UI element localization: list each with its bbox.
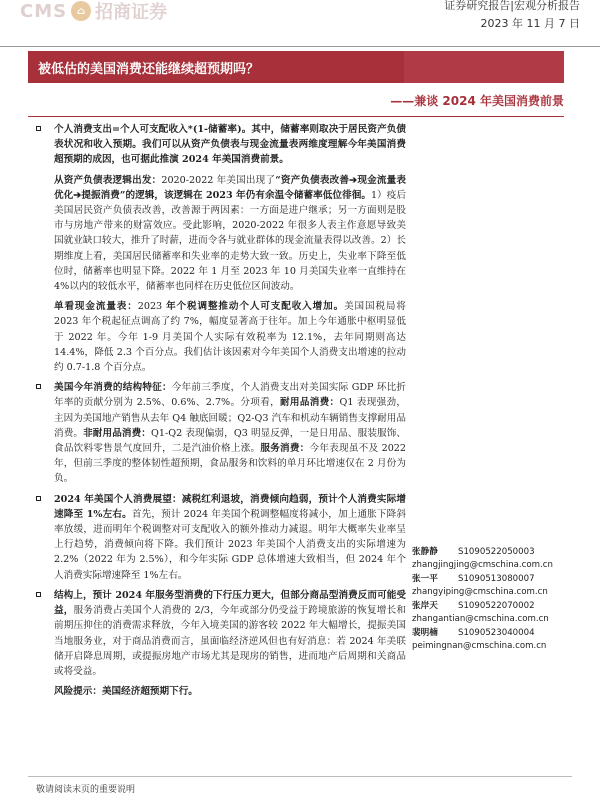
bold-text: 从资产负债表逻辑出发：: [54, 174, 162, 186]
bold-text: 单看现金流量表：: [54, 301, 138, 313]
bullet-square-icon: [36, 592, 41, 597]
body-text: 1）疫后美国居民资产负债表改善，改善源于两因素：一方面是进户继承；另一方面则是股市与房地产带来的财富效应。受此影响，2020-2022 年很多人表主作意愿导致美国就业缺口较大，推升了时薪，进而令各与就业群体的现金流量表得以改善。2）长期维度上看，美国居民储蓄率和失业率的走势大致一致。历史上，失业率下降至低位时，储蓄率也明显下降。2022 年 1 月至 2023 年 10 月美国失业率一直维持在 4%以内的较低水平，储蓄率也同样在历史低位区间波动。: [54, 189, 407, 293]
logo-badge-icon: ⌂: [71, 1, 91, 21]
bold-text: 非耐用品消费：: [83, 427, 151, 439]
footer-divider: [28, 776, 572, 777]
analyst-list: [412, 546, 572, 654]
bullet-square-icon: [36, 496, 41, 501]
analyst-name: 裴明楠: [412, 628, 438, 638]
analyst-license: S1090513080007: [458, 574, 535, 584]
summary-paragraph: [34, 299, 406, 375]
analyst-entry: [412, 573, 572, 599]
body-text: Q1 表现强劲，主因为美国地产销售从去年 Q4 触底回暖；Q2-Q3 汽车和机动车辆销售支撑耐用品消费。: [54, 397, 407, 439]
analyst-license: S1090523040004: [458, 628, 535, 638]
summary-paragraph: [34, 173, 406, 295]
body-text: 首先，预计 2024 年美国个税调整幅度将减小，加上通胀下降斜率放缓，进而明年个税调整对可支配收入的额外推动力减退。明年大概率失业率呈上行趋势，消费倾向将下降。我们预计 2023 年美国个人消费支出的实际增速为 2.2%（2022 年为 2.5%），和今年实际 GDP 总体增速大致相当，但 2024 年个人消费实际增速降至 1%左右。: [54, 508, 406, 581]
footer-note: 敬请阅读末页的重要说明: [36, 785, 136, 795]
company-logo: [20, 0, 167, 22]
bold-text: 美国今年消费的结构特征：: [54, 382, 172, 394]
bullet-square-icon: [36, 384, 41, 389]
summary-paragraph: [34, 492, 406, 583]
analyst-email[interactable]: peimingnan@cmschina.com.cn: [412, 641, 547, 651]
analyst-email[interactable]: zhangantian@cmschina.com.cn: [412, 614, 549, 624]
bullet-square-icon: [36, 126, 41, 131]
body-text: 今年前三季度，个人消费支出对美国实际 GDP 环比折年率的贡献分别为 2.5%、0.6%、2.7%。分项看，: [54, 382, 407, 409]
body-text: 2020-2022 年美国出现了: [161, 174, 276, 186]
bold-text: 风险提示：美国经济超预期下行。: [54, 686, 198, 698]
body-text: 服务消费占美国个人消费的 2/3，今年或部分仍受益于跨境旅游的恢复增长和前期压抑住的消费需求释放，今年入境美国的游客较 2022 年大幅增长，提振美国当地服务业，对于商品消费而言，虽面临经济逆风但也有好消息：若 2024 年美联储开启降息周期，或提振房地产市场尤其是现房的销售，进而地产后周期和关商品或将受益。: [54, 605, 406, 677]
subtitle-divider: [28, 116, 564, 117]
report-date: 2023 年 11 月 7 日: [480, 17, 580, 30]
summary-paragraph: [34, 684, 406, 699]
bold-text: 结构上，预计 2024 年服务型消费的下行压力更大，但部分商品型消费反而可能受益，: [54, 589, 406, 617]
title-banner-accent: [404, 51, 564, 83]
report-type: 证券研究报告|宏观分析报告: [444, 0, 580, 12]
summary-body: [34, 122, 406, 704]
analyst-license: S1090522050003: [458, 547, 535, 557]
analyst-entry: [412, 546, 572, 572]
body-text: 美国国税局将 2023 年个税起征点调高了约 7%，幅度显著高于往年。加上今年通胀中枢明显低于 2022 年。今年 1-9 月美国个人实际有效税率为 12.1%，去年同期则高达 14.4%，降低 2.3 个百分点。我们估计该因素对今年美国个人消费支出增速的拉动约 0.7-1.8 个百分点。: [54, 301, 406, 374]
body-text: 今年表现虽不及 2022 年，但前三季度的整体韧性超预期，食品服务和饮料的单月环比增速仅在 2 月份为负。: [54, 443, 407, 485]
report-title: 被低估的美国消费还能继续超预期吗？: [38, 61, 260, 77]
analyst-name: 张岸天: [412, 601, 438, 611]
bold-text: 服务消费：: [260, 443, 310, 455]
logo-chinese-text: 招商证券: [95, 2, 168, 23]
summary-paragraph: [34, 588, 406, 679]
summary-paragraph: [34, 122, 406, 168]
bold-text: “资产负债表改善➔现金流量表优化➔提振消费”的逻辑，该逻辑在 2023 年仍有余温令储蓄率低位徘徊。: [54, 174, 407, 201]
analyst-name: 张一平: [412, 574, 438, 584]
report-meta: [444, 0, 580, 31]
report-subtitle: ——兼谈 2024 年美国消费前景: [390, 94, 564, 108]
analyst-email[interactable]: zhangyiping@cmschina.com.cn: [412, 587, 548, 597]
bold-text: 2024 年美国个人消费展望：减税红利退坡，消费倾向趋弱，预计个人消费实际增速降至 1%左右。: [54, 493, 406, 520]
analyst-license: S1090522070002: [458, 601, 535, 611]
logo-cms-text: CMS: [20, 0, 68, 22]
body-text: Q1-Q2 表现偏弱，Q3 明显反弹，一是日用品、服装服饰、食品饮料零售景气度回升，二是汽油价格上涨。: [54, 427, 407, 455]
header-divider: [0, 46, 600, 47]
summary-paragraph: [34, 380, 406, 486]
bold-text: 耐用品消费：: [280, 397, 340, 409]
analyst-entry: [412, 627, 572, 653]
body-text: 2023: [137, 301, 167, 313]
analyst-entry: [412, 600, 572, 626]
analyst-name: 张静静: [412, 547, 438, 557]
bold-text: 个人消费支出=个人可支配收入*(1-储蓄率)。其中，储蓄率则取决于居民资产负债表状况和收入预期。我们可以从资产负债表与现金流量表两维度理解今年美国消费超预期的成因，也可据此推演 2024 年美国消费前景。: [54, 124, 406, 166]
analyst-email[interactable]: zhangjingjing@cmschina.com.cn: [412, 560, 553, 570]
bold-text: 年个税调整推动个人可支配收入增加。: [166, 301, 345, 313]
